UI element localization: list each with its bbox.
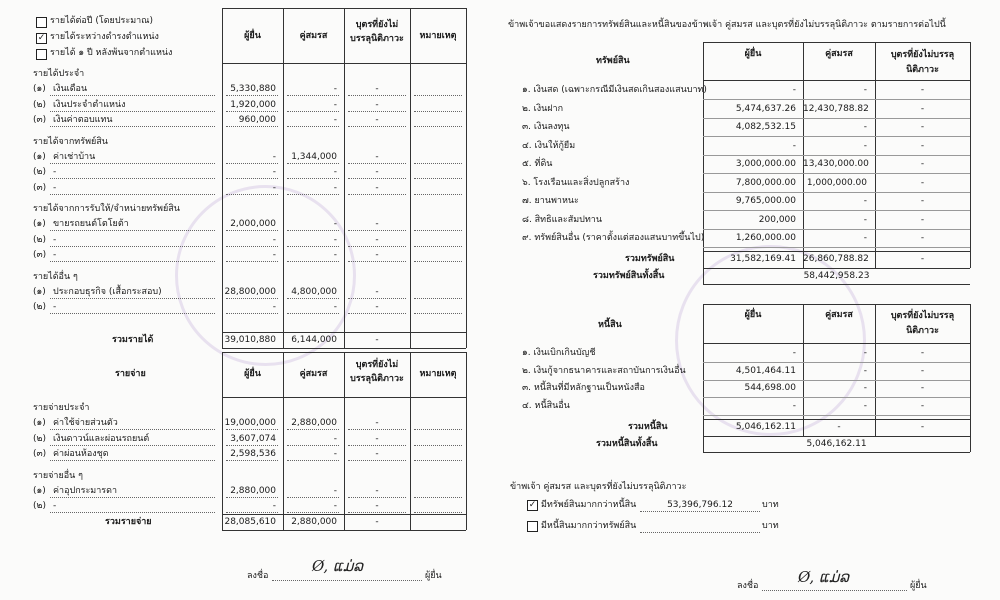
group-heading: รายได้จากการรับให้/จำหน่ายทรัพย์สิน [33, 204, 180, 214]
cell-spouse: - [333, 501, 337, 511]
assets-total-label: รวมทรัพย์สิน [625, 254, 675, 264]
cell-minor: - [920, 383, 925, 393]
cell-minor: - [375, 286, 379, 297]
cell-self: - [272, 501, 276, 511]
row-label: ๑. เงินสด (เฉพาะกรณีมีเงินสดเกินสองแสนบาท) [522, 85, 707, 95]
cell-spouse: - [863, 348, 867, 358]
row-label: ๗. ยานพาหนะ [522, 196, 579, 206]
debts-total-minor: - [920, 422, 925, 432]
row-number: (๓) [33, 250, 47, 260]
cell-minor: - [375, 115, 379, 125]
row-label: ๔. หนี้สินอื่น [522, 400, 570, 411]
debts-total-spouse: - [837, 422, 841, 432]
cell-self: 19,000,000 [224, 418, 276, 428]
group-heading: รายจ่ายอื่น ๆ [33, 470, 84, 481]
cell-minor: - [375, 250, 379, 260]
cell-minor: - [375, 234, 379, 245]
row-label: - [53, 302, 57, 312]
cell-minor: - [920, 140, 925, 151]
expense-total-spouse: 2,880,000 [291, 517, 337, 527]
cell-minor: - [920, 177, 925, 188]
cell-spouse: - [863, 400, 867, 411]
cell-self: 4,082,532.15 [735, 122, 796, 132]
cell-spouse: 2,880,000 [291, 418, 337, 428]
cell-self: - [272, 250, 276, 260]
summary-option-label: มีหนี้สินมากกว่าทรัพย์สิน [541, 521, 637, 531]
summary-option-unit: บาท [762, 500, 779, 510]
cell-spouse: - [333, 234, 337, 245]
group-heading: รายจ่ายประจำ [33, 403, 90, 413]
cell-self: 1,920,000 [230, 99, 276, 110]
row-number: (๑) [33, 151, 46, 162]
cell-self: - [272, 302, 276, 312]
summary-intro: ข้าพเจ้า คู่สมรส และบุตรที่ยังไม่บรรลุนิติภาวะ [510, 482, 687, 492]
row-number: (๒) [33, 302, 46, 312]
cell-spouse: - [333, 449, 337, 459]
cell-spouse: - [863, 214, 867, 225]
assets-grand-total: 58,442,958.23 [803, 271, 870, 281]
group-heading: รายได้จากทรัพย์สิน [33, 136, 108, 147]
cell-minor: - [375, 433, 379, 444]
cell-self: 2,000,000 [230, 219, 276, 229]
row-label: ๘. สิทธิและสัมปทาน [522, 214, 603, 225]
row-number: (๑) [33, 219, 46, 229]
group-heading: รายได้อื่น ๆ [33, 271, 78, 282]
col-header-self: ผู้ยื่น [244, 31, 261, 41]
row-label: - [53, 234, 57, 245]
cell-spouse: - [333, 115, 337, 125]
cell-self: - [272, 151, 276, 162]
col-header-spouse: คู่สมรส [299, 31, 328, 41]
cell-self: - [792, 140, 796, 151]
checkbox-label: รายได้ ๑ ปี หลังพ้นจากตำแหน่ง [50, 48, 173, 58]
col-header-minor: บุตรที่ยังไม่ บรรลุนิติภาวะ [350, 20, 404, 45]
expense-total-minor: - [375, 517, 379, 527]
cell-self: - [792, 400, 796, 411]
sign-role: ผู้ยื่น [425, 571, 442, 581]
cell-self: 3,000,000.00 [735, 159, 796, 169]
cell-self: - [792, 348, 796, 358]
row-number: (๓) [33, 449, 47, 459]
cell-spouse: - [333, 182, 337, 193]
checkbox-income-in-office[interactable]: ✓ [37, 33, 46, 43]
cell-spouse: - [333, 84, 337, 94]
cell-minor: - [920, 103, 925, 114]
row-label: - [53, 167, 57, 177]
row-label: เงินเดือน [53, 84, 88, 94]
row-label: ค่าผ่อนห้องชุด [53, 449, 109, 459]
row-label: ค่าอุปกระมารดา [53, 485, 118, 496]
cell-self: - [792, 85, 796, 95]
col-header-self: ผู้ยื่น [744, 49, 762, 59]
cell-spouse: - [333, 167, 337, 177]
cell-spouse: - [863, 122, 867, 132]
row-label: ขายรถยนต์โตโยต้า [53, 219, 129, 229]
checkbox-label: รายได้ต่อปี (โดยประมาณ) [50, 16, 154, 26]
row-number: (๒) [33, 234, 46, 245]
cell-minor: - [375, 167, 379, 177]
cell-spouse: - [863, 196, 867, 206]
row-number: (๓) [33, 115, 47, 125]
cell-self: 7,800,000.00 [735, 177, 796, 188]
cell-spouse: 1,000,000.00 [806, 177, 867, 188]
col-header-minor: บุตรที่ยังไม่บรรลุ นิติภาวะ [890, 311, 955, 337]
cell-spouse: - [333, 485, 337, 496]
cell-self: 5,330,880 [230, 84, 276, 94]
cell-minor: - [920, 365, 925, 376]
debts-title: หนี้สิน [598, 320, 622, 330]
cell-spouse: 4,800,000 [291, 286, 337, 297]
cell-self: 2,880,000 [230, 485, 276, 496]
col-header-self: ผู้ยื่น [744, 310, 762, 320]
group-heading: รายได้ประจำ [33, 69, 85, 79]
cell-minor: - [375, 182, 379, 193]
cell-self: 200,000 [758, 214, 796, 225]
cell-minor: - [920, 196, 925, 206]
cell-self: 2,598,536 [230, 449, 276, 459]
cell-spouse: - [333, 250, 337, 260]
signature: Ø, ແມ່ລ [312, 557, 364, 575]
cell-minor: - [375, 485, 379, 496]
cell-self: - [272, 234, 276, 245]
cell-self: 4,501,464.11 [735, 365, 796, 376]
row-number: (๒) [33, 99, 46, 110]
cell-self: 28,800,000 [224, 286, 276, 297]
intro-text: ข้าพเจ้าขอแสดงรายการทรัพย์สินและหนี้สินของข้าพเจ้า คู่สมรส และบุตรที่ยังไม่บรรลุนิติภาวะ ตามรายการต่อไปนี้ [508, 20, 946, 30]
cell-spouse: 12,430,788.82 [803, 103, 869, 114]
cell-minor: - [920, 159, 925, 169]
cell-self: 960,000 [238, 115, 276, 125]
row-label: ๕. ที่ดิน [522, 159, 553, 169]
income-total-label: รวมรายได้ [112, 335, 154, 345]
cell-spouse: 13,430,000.00 [803, 159, 869, 169]
cell-spouse: - [333, 302, 337, 312]
cell-minor: - [375, 501, 379, 511]
row-label: ประกอบธุรกิจ (เสื้อกระสอบ) [53, 286, 162, 297]
cell-spouse: - [863, 140, 867, 151]
cell-self: 544,698.00 [744, 383, 796, 393]
row-number: (๑) [33, 286, 46, 297]
row-number: (๑) [33, 485, 46, 496]
row-number: (๓) [33, 182, 47, 193]
row-label: - [53, 501, 57, 511]
cell-minor: - [920, 122, 925, 132]
row-label: - [53, 182, 57, 193]
cell-spouse: - [863, 365, 867, 376]
debts-total-label: รวมหนี้สิน [628, 422, 668, 432]
row-number: (๒) [33, 501, 46, 511]
row-label: เงินประจำตำแหน่ง [53, 99, 126, 110]
summary-option-label: มีทรัพย์สินมากกว่าหนี้สิน [541, 500, 637, 510]
cell-minor: - [375, 418, 379, 428]
checkbox-assets-exceed-debts[interactable]: ✓ [528, 500, 537, 510]
assets-grand-label: รวมทรัพย์สินทั้งสิ้น [593, 271, 665, 281]
cell-minor: - [375, 302, 379, 312]
sign-role: ผู้ยื่น [910, 581, 927, 591]
expense-total-label: รวมรายจ่าย [105, 517, 152, 527]
cell-minor: - [375, 99, 379, 110]
row-label: ๓. หนี้สินที่มีหลักฐานเป็นหนังสือ [522, 383, 645, 393]
summary-option-unit: บาท [762, 521, 779, 531]
cell-minor: - [375, 449, 379, 459]
cell-minor: - [375, 84, 379, 94]
cell-minor: - [920, 85, 925, 95]
row-label: ๑. เงินเบิกเกินบัญชี [522, 348, 596, 358]
checkbox-annual-income[interactable] [36, 17, 47, 28]
checkbox-label: รายได้ระหว่างดำรงตำแหน่ง [50, 32, 159, 42]
checkbox-debts-exceed-assets[interactable] [527, 521, 538, 532]
income-total-spouse: 6,144,000 [291, 335, 337, 345]
cell-self: 9,765,000.00 [735, 196, 796, 206]
assets-total-minor: - [920, 254, 925, 264]
assets-total-spouse: 26,860,788.82 [803, 254, 869, 264]
cell-minor: - [920, 348, 925, 358]
cell-minor: - [920, 400, 925, 411]
cell-minor: - [920, 233, 925, 243]
col-header-minor: บุตรที่ยังไม่บรรลุ นิติภาวะ [890, 50, 955, 76]
cell-self: 5,474,637.26 [735, 103, 796, 114]
row-number: (๑) [33, 418, 46, 428]
cell-spouse: - [863, 233, 867, 243]
debts-grand-label: รวมหนี้สินทั้งสิ้น [596, 439, 658, 449]
expense-total-self: 28,085,610 [224, 517, 276, 527]
row-label: ค่าใช้จ่ายส่วนตัว [53, 418, 118, 428]
cell-self: 3,607,074 [230, 433, 276, 444]
cell-self: - [272, 182, 276, 193]
row-label: ๒. เงินฝาก [522, 103, 564, 114]
assets-title: ทรัพย์สิน [596, 56, 630, 66]
row-label: ๒. เงินกู้จากธนาคารและสถาบันการเงินอื่น [522, 365, 686, 376]
row-label: เงินดาวน์และผ่อนรถยนต์ [53, 433, 150, 444]
col-header-spouse: คู่สมรส [825, 310, 853, 320]
col-header-note: หมายเหตุ [419, 31, 457, 41]
income-total-minor: - [375, 335, 379, 345]
row-number: (๒) [33, 167, 46, 177]
col-header-minor: บุตรที่ยังไม่ บรรลุนิติภาวะ [350, 360, 404, 385]
sign-label: ลงชื่อ [247, 571, 269, 581]
col-header-spouse: คู่สมรส [825, 49, 853, 59]
cell-self: 1,260,000.00 [735, 233, 796, 243]
cell-minor: - [375, 151, 379, 162]
income-total-self: 39,010,880 [224, 335, 276, 345]
summary-option-value: 53,396,796.12 [667, 500, 733, 510]
cell-spouse: - [333, 99, 337, 110]
col-header-spouse: คู่สมรส [299, 369, 328, 379]
col-header-note: หมายเหตุ [419, 369, 457, 379]
row-label: ๔. เงินให้กู้ยืม [522, 140, 576, 151]
row-label: เงินค่าตอบแทน [53, 115, 113, 125]
row-label: ๓. เงินลงทุน [522, 122, 570, 132]
cell-spouse: - [863, 85, 867, 95]
debts-total-self: 5,046,162.11 [735, 422, 796, 432]
row-label: ค่าเช่าบ้าน [53, 151, 96, 162]
cell-spouse: - [333, 433, 337, 444]
cell-spouse: - [863, 383, 867, 393]
cell-self: - [272, 167, 276, 177]
cell-minor: - [375, 219, 379, 229]
row-number: (๑) [33, 84, 46, 94]
row-label: ๖. โรงเรือนและสิ่งปลูกสร้าง [522, 177, 630, 188]
cell-spouse: - [333, 219, 337, 229]
debts-grand-total: 5,046,162.11 [806, 439, 867, 449]
cell-spouse: 1,344,000 [291, 151, 337, 162]
signature: Ø, ແມ່ລ [798, 568, 850, 586]
sign-label: ลงชื่อ [737, 581, 759, 591]
col-header-self: ผู้ยื่น [244, 369, 261, 379]
row-label: - [53, 250, 57, 260]
row-number: (๒) [33, 433, 46, 444]
assets-total-self: 31,582,169.41 [730, 254, 796, 264]
checkbox-income-after-office[interactable] [36, 49, 47, 60]
row-label: ๙. ทรัพย์สินอื่น (ราคาตั้งแต่สองแสนบาทขึ้นไป) [522, 233, 705, 243]
expense-title: รายจ่าย [115, 369, 146, 379]
cell-minor: - [920, 214, 925, 225]
